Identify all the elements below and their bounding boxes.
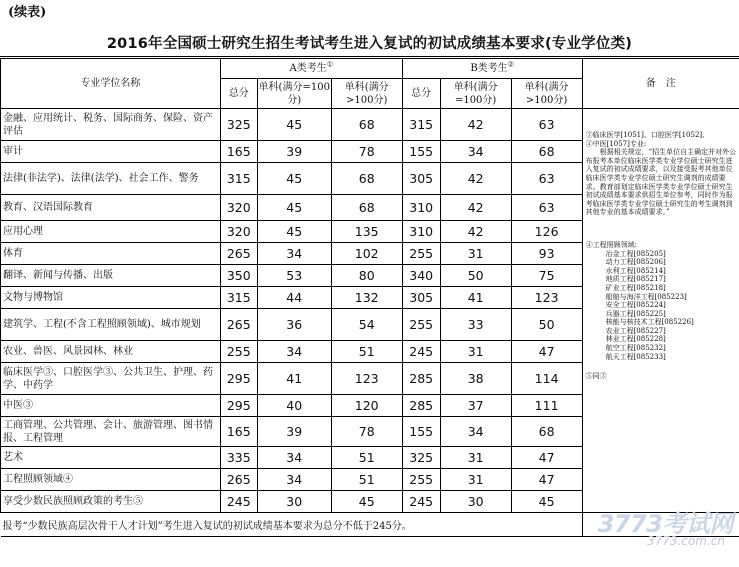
cell-a-s1: 34 [257,341,331,363]
cell-b-s1: 34 [440,141,511,163]
cell-b-s1: 42 [440,221,511,243]
cell-b-s2: 50 [511,309,582,341]
footnote-text: 报考“少数民族高层次骨干人才计划”考生进入复试的初试成绩基本要求为总分不低于245分。 [1,513,583,537]
cell-b-s1: 50 [440,265,511,287]
note-4-item: 兵器工程[085225] [605,309,666,318]
cell-b-s2: 47 [511,447,582,469]
cell-b-s1: 31 [440,243,511,265]
cell-b-total: 155 [402,417,440,447]
note-4-head: ④工程照顾领域: [585,240,637,249]
col-header-b-single-gt100: 单科(满分>100分) [511,79,582,109]
cell-a-s1: 34 [257,243,331,265]
note-4-item: 动力工程[085206] [605,258,666,267]
note-4-item: 农业工程[085227] [605,326,666,335]
note-4-item: 水利工程[085214] [605,266,666,275]
cell-a-s1: 30 [257,491,331,513]
note-4-item: 冶金工程[085205] [605,249,666,258]
cell-a-s2: 80 [331,265,402,287]
row-name: 工程照顾领域④ [1,469,221,491]
col-header-group-b: B类考生② [402,59,582,79]
cell-b-total: 255 [402,309,440,341]
cell-a-s2: 51 [331,469,402,491]
row-name: 教育、汉语国际教育 [1,195,221,221]
cell-b-s2: 93 [511,243,582,265]
cell-a-s1: 39 [257,141,331,163]
cell-b-s1: 41 [440,287,511,309]
cell-b-s2: 63 [511,195,582,221]
cell-a-total: 315 [220,287,257,309]
col-header-b-total: 总分 [402,79,440,109]
row-name: 临床医学③、口腔医学③、公共卫生、护理、药学、中药学 [1,363,221,395]
cell-b-s2: 75 [511,265,582,287]
cell-a-s2: 123 [331,363,402,395]
cell-b-total: 305 [402,287,440,309]
cell-a-s2: 78 [331,141,402,163]
row-name: 文物与博物馆 [1,287,221,309]
cell-b-s2: 47 [511,341,582,363]
cell-b-total: 305 [402,163,440,195]
cell-a-s1: 45 [257,163,331,195]
page-title: 2016年全国硕士研究生招生考试考生进入复试的初试成绩基本要求(专业学位类) [106,36,633,52]
cell-b-s2: 114 [511,363,582,395]
row-name: 享受少数民族照顾政策的考生⑤ [1,491,221,513]
col-header-notes: 备 注 [582,59,739,109]
top-rule [0,56,739,57]
cell-a-total: 350 [220,265,257,287]
row-name: 法律(非法学)、法律(法学)、社会工作、警务 [1,163,221,195]
cell-b-s1: 42 [440,109,511,141]
cell-a-s1: 45 [257,195,331,221]
watermark-logo: 3773考试网 [597,510,733,538]
cell-a-s2: 120 [331,395,402,417]
cell-b-s2: 126 [511,221,582,243]
row-name: 工商管理、公共管理、会计、旅游管理、图书情报、工程管理 [1,417,221,447]
cell-a-s2: 54 [331,309,402,341]
cell-b-s2: 111 [511,395,582,417]
cell-a-s1: 34 [257,469,331,491]
cell-b-s1: 34 [440,417,511,447]
cell-b-total: 310 [402,195,440,221]
cell-a-s1: 39 [257,417,331,447]
table-row [1,109,739,141]
cell-a-s1: 53 [257,265,331,287]
cell-a-s2: 45 [331,491,402,513]
cell-a-total: 265 [220,243,257,265]
cell-a-s2: 78 [331,417,402,447]
col-header-name: 专业学位名称 [1,59,221,109]
row-name: 体育 [1,243,221,265]
cell-a-s1: 36 [257,309,331,341]
row-name: 中医③ [1,395,221,417]
cell-b-s2: 123 [511,287,582,309]
cell-a-s2: 68 [331,195,402,221]
cell-b-s1: 31 [440,469,511,491]
row-name: 应用心理 [1,221,221,243]
cell-a-s2: 135 [331,221,402,243]
cell-a-s2: 68 [331,109,402,141]
cell-b-total: 285 [402,363,440,395]
cell-a-s2: 102 [331,243,402,265]
cell-a-s1: 44 [257,287,331,309]
col-header-a-single-gt100: 单科(满分>100分) [331,79,402,109]
cell-b-total: 255 [402,243,440,265]
cell-a-total: 255 [220,341,257,363]
cell-a-s2: 132 [331,287,402,309]
note-5-head: ⑤同③ [585,372,607,381]
cell-a-total: 165 [220,417,257,447]
note-4-item: 船舶与海洋工程[085223] [605,292,687,301]
cell-b-s1: 33 [440,309,511,341]
cell-a-total: 320 [220,195,257,221]
cell-a-s1: 41 [257,363,331,395]
cell-b-total: 245 [402,341,440,363]
note-4-item: 核能与核技术工程[085226] [605,318,694,327]
cell-b-s1: 37 [440,395,511,417]
cell-a-total: 335 [220,447,257,469]
cell-b-total: 340 [402,265,440,287]
cell-b-s1: 38 [440,363,511,395]
cell-a-total: 295 [220,363,257,395]
watermark-url: 3773.com.cn [647,534,725,548]
note-4-item: 航空工程[085232] [605,344,666,353]
score-table [0,58,739,537]
note-4-item: 地质工程[085217] [605,275,666,284]
continued-label: (续表) [8,5,47,20]
cell-b-total: 325 [402,447,440,469]
col-header-b-single100: 单科(满分=100分) [440,79,511,109]
note-4-item: 林业工程[085228] [605,335,666,344]
row-name: 建筑学、工程(不含工程照顾领域)、城市规划 [1,309,221,341]
note-3-body: 根据相关规定，“招生单位自主确定并对外公布报考本单位临床医学类专业学位硕士研究生进入复试的初试成绩要求，以及接受报考其他单位临床医学类专业学位硕士研究生调剂的成绩要求。教育部划定临床医学类专业学位硕士研究生初试成绩基本要求供招生单位参考，同时作为报考临床医学类专业学位硕士研究生的考生调剂到其他专业的基本成绩要求。” [585,148,737,217]
note-3-head: ③临床医学[1051]、口腔医学[1052]、 [585,131,710,139]
cell-b-s1: 31 [440,447,511,469]
cell-b-s2: 45 [511,491,582,513]
note-4-item: 航天工程[085233] [605,352,666,361]
col-header-a-total: 总分 [220,79,257,109]
cell-a-s2: 51 [331,447,402,469]
cell-b-s2: 63 [511,163,582,195]
row-name: 艺术 [1,447,221,469]
row-name: 金融、应用统计、税务、国际商务、保险、资产评估 [1,109,221,141]
cell-b-s1: 31 [440,341,511,363]
cell-a-total: 315 [220,163,257,195]
note-3-line2: ④中医[1057]专业: [585,139,647,148]
cell-a-s2: 68 [331,163,402,195]
cell-a-total: 265 [220,469,257,491]
col-header-group-a: A类考生① [220,59,402,79]
cell-b-total: 285 [402,395,440,417]
cell-a-total: 320 [220,221,257,243]
cell-a-total: 245 [220,491,257,513]
cell-b-total: 245 [402,491,440,513]
row-name: 翻译、新闻与传播、出版 [1,265,221,287]
row-name: 审计 [1,141,221,163]
notes-cell [582,109,739,513]
col-header-a-single100: 单科(满分=100分) [257,79,331,109]
cell-b-s2: 47 [511,469,582,491]
cell-a-s1: 40 [257,395,331,417]
cell-a-s1: 45 [257,221,331,243]
cell-a-s2: 51 [331,341,402,363]
cell-a-s1: 45 [257,109,331,141]
cell-b-s1: 30 [440,491,511,513]
cell-b-total: 315 [402,109,440,141]
cell-a-total: 295 [220,395,257,417]
cell-b-total: 155 [402,141,440,163]
cell-b-s1: 42 [440,195,511,221]
cell-b-total: 310 [402,221,440,243]
cell-a-total: 165 [220,141,257,163]
cell-a-total: 265 [220,309,257,341]
cell-b-total: 255 [402,469,440,491]
cell-b-s2: 68 [511,417,582,447]
cell-a-s1: 34 [257,447,331,469]
note-4-item: 矿业工程[085218] [605,283,666,292]
row-name: 农业、兽医、风景园林、林业 [1,341,221,363]
cell-b-s2: 68 [511,141,582,163]
cell-b-s1: 42 [440,163,511,195]
cell-a-total: 325 [220,109,257,141]
cell-b-s2: 63 [511,109,582,141]
note-4-item: 安全工程[085224] [605,301,666,310]
